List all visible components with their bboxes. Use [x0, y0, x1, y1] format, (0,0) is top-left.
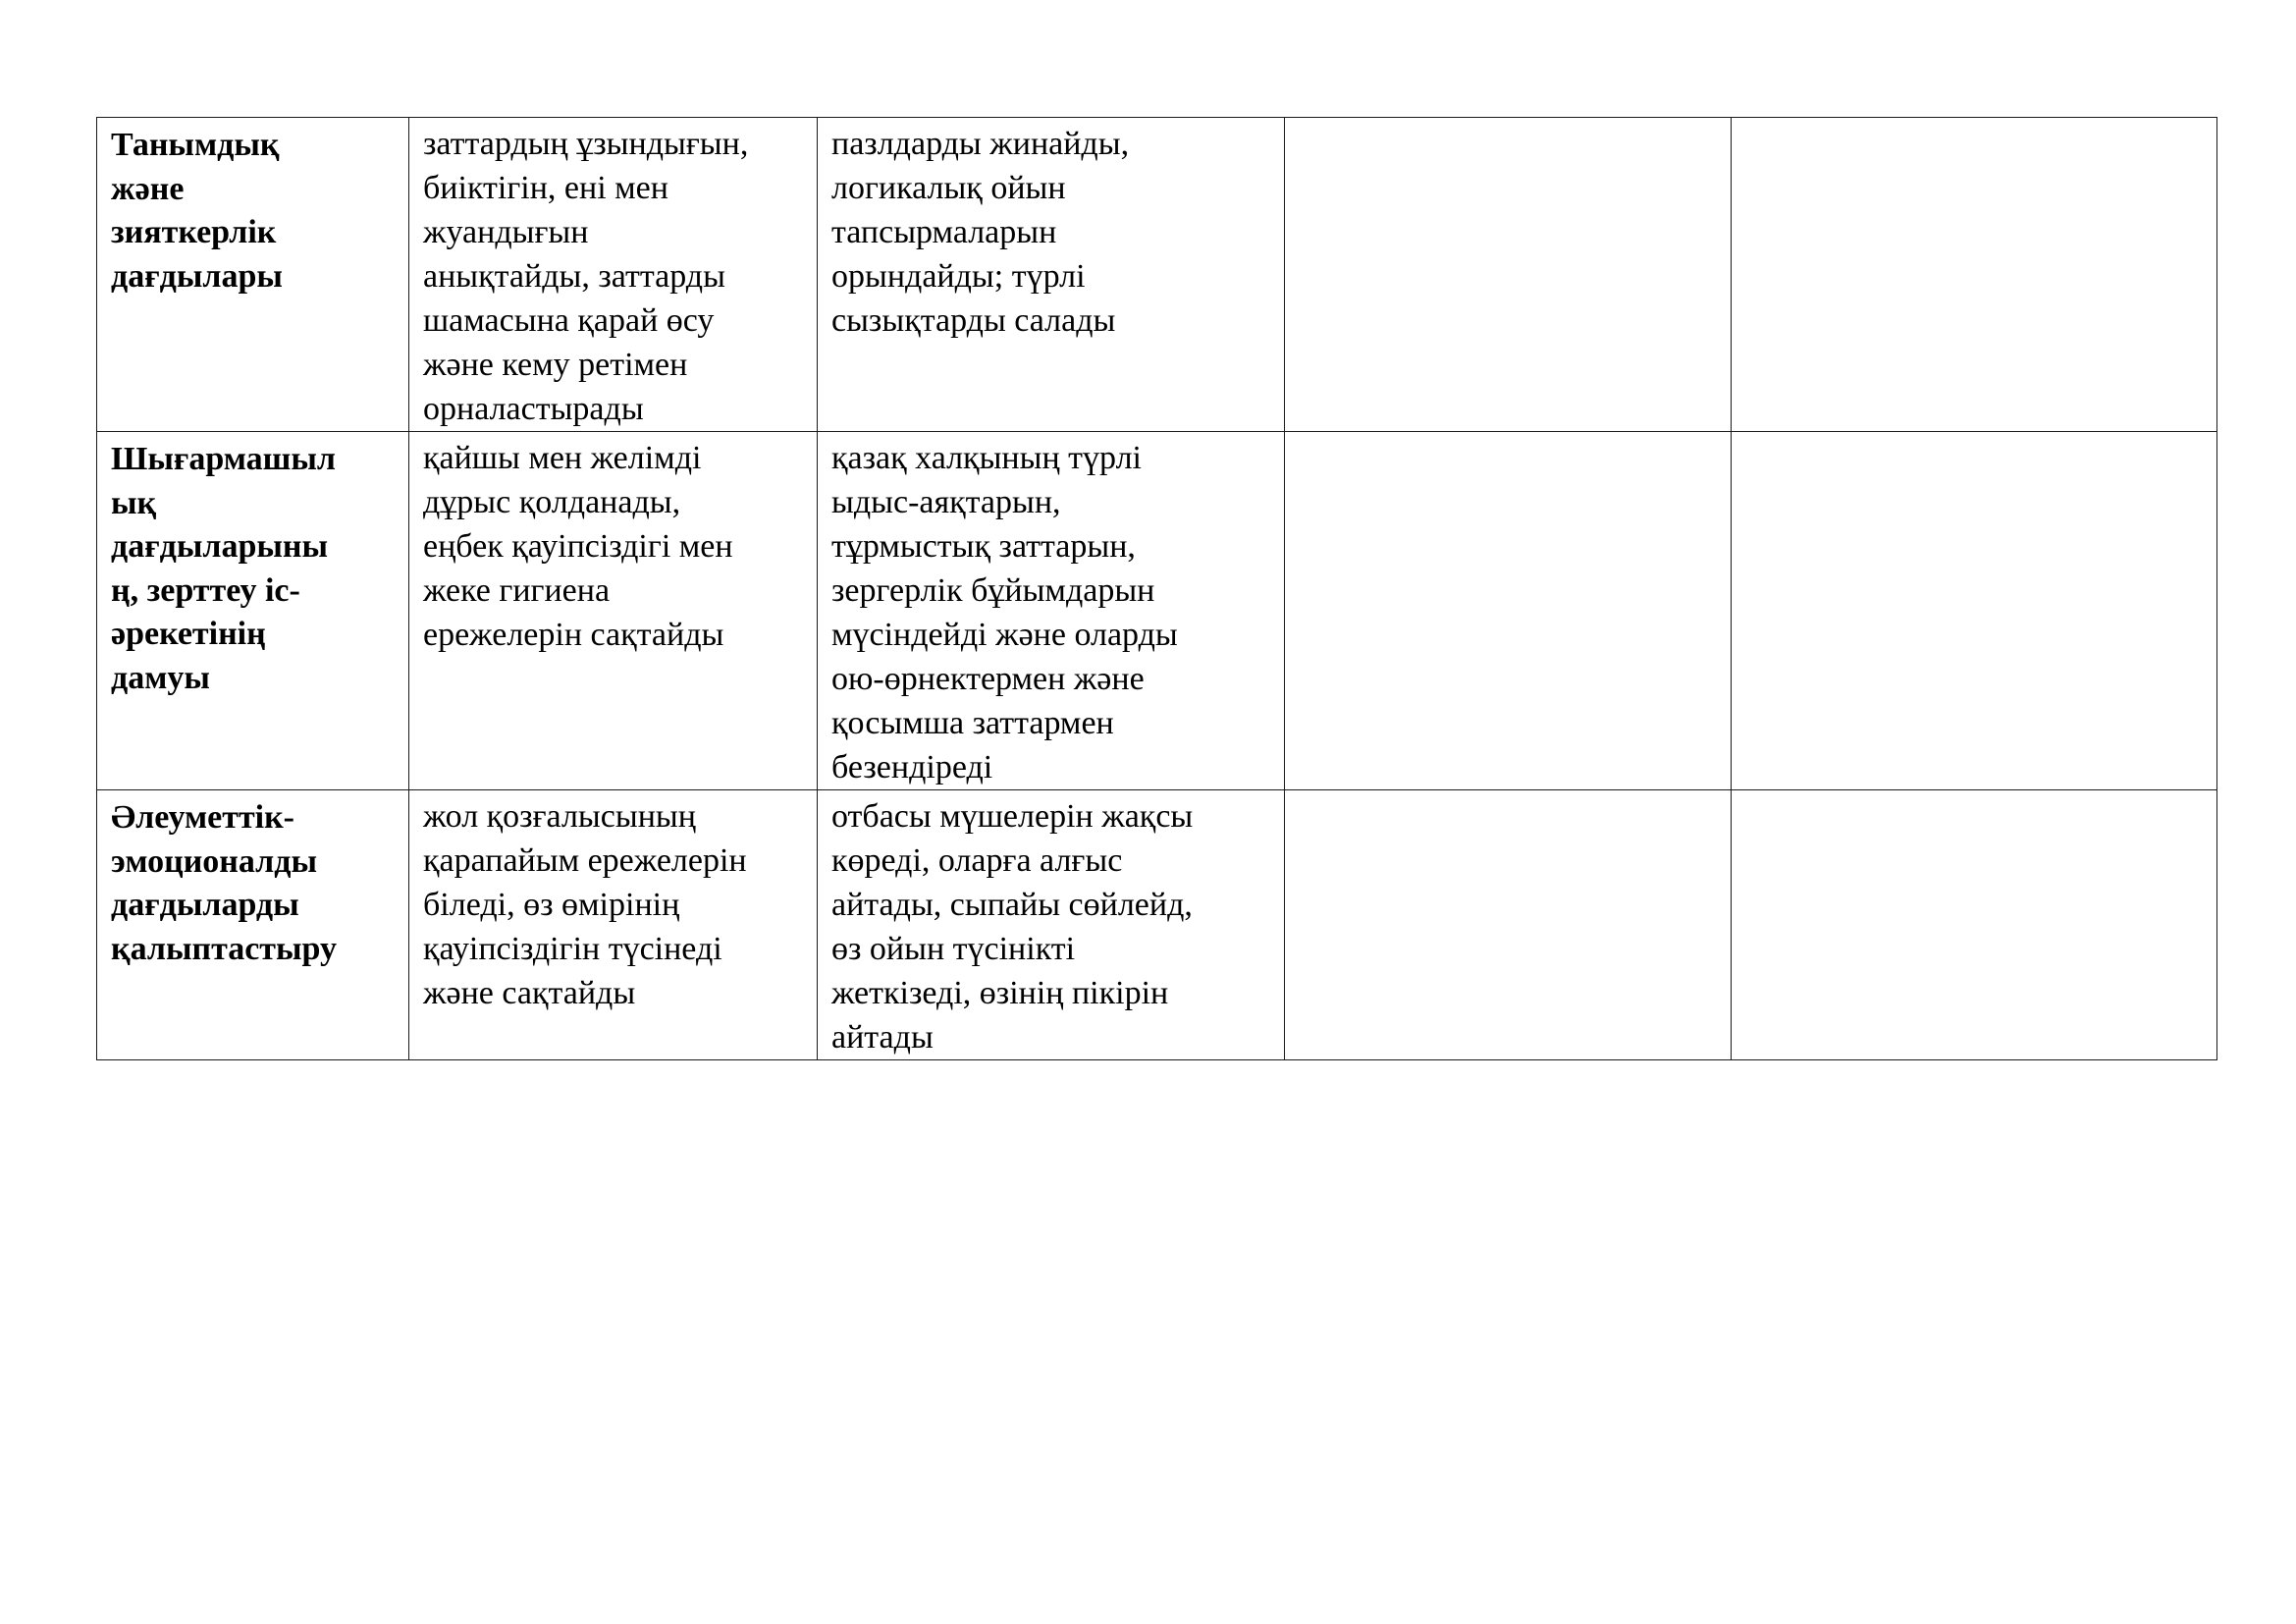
category-cell — [97, 790, 409, 1060]
table-cell — [409, 432, 818, 790]
cell-text: заттардың ұзындығын, биіктігін, ені мен жуандығын анықтайды, заттарды шамасына қарай өсу және кему ретімен орналастырады — [423, 126, 749, 427]
category-cell — [97, 432, 409, 790]
table-row — [97, 118, 2217, 432]
table-row — [97, 432, 2217, 790]
empty-cell — [1732, 118, 2217, 432]
table-cell — [818, 790, 1285, 1060]
table-row — [97, 790, 2217, 1060]
category-text: Әлеуметтік- эмоционалды дағдыларды қалыптастыру — [111, 799, 338, 967]
empty-cell — [1732, 432, 2217, 790]
cell-text: отбасы мүшелерін жақсы көреді, оларға алғыс айтады, сыпайы сөйлейд, өз ойын түсінікті жеткізеді, өзінің пікірін айтады — [831, 798, 1194, 1056]
category-text: Танымдық және зияткерлік дағдылары — [111, 127, 283, 295]
category-text: Шығармашыл ық дағдыларыны ң, зерттеу іс- әрекетінің дамуы — [111, 441, 336, 696]
empty-cell — [1285, 790, 1732, 1060]
category-cell — [97, 118, 409, 432]
table-cell — [818, 432, 1285, 790]
cell-text: пазлдарды жинайды, логикалық ойын тапсырмаларын орындайды; түрлі сызықтарды салады — [831, 126, 1130, 339]
cell-text: жол қозғалысының қарапайым ережелерін біледі, өз өмірінің қауіпсіздігін түсінеді және сақтайды — [423, 798, 747, 1011]
table-cell — [818, 118, 1285, 432]
empty-cell — [1732, 790, 2217, 1060]
cell-text: қайшы мен желімді дұрыс қолданады, еңбек қауіпсіздігі мен жеке гигиена ережелерін сақтайды — [423, 440, 733, 653]
assessment-table — [96, 117, 2217, 1060]
table-cell — [409, 118, 818, 432]
cell-text: қазақ халқының түрлі ыдыс-аяқтарын, тұрмыстық заттарын, зергерлік бұйымдарын мүсіндейді және оларды ою-өрнектермен және қосымша заттармен безендіреді — [831, 440, 1178, 785]
empty-cell — [1285, 118, 1732, 432]
table-cell — [409, 790, 818, 1060]
empty-cell — [1285, 432, 1732, 790]
